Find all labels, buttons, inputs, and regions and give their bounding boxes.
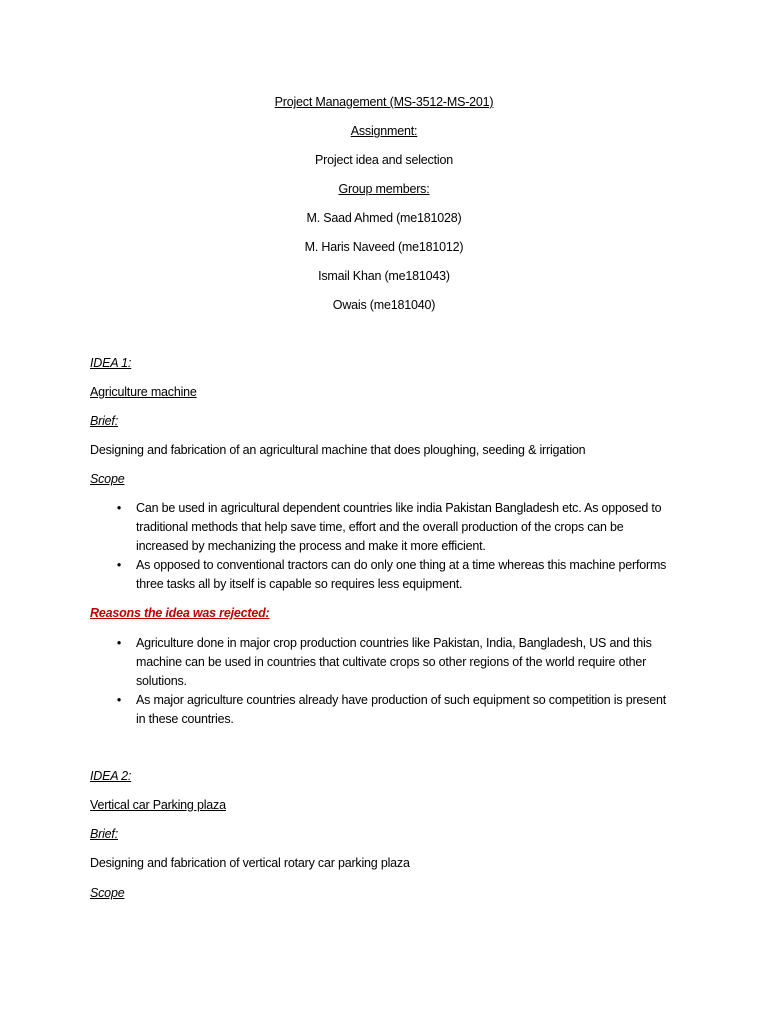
assignment-label: Assignment:	[350, 124, 418, 138]
idea2-heading-row	[90, 767, 131, 786]
member-2: M. Haris Naveed (me181012)	[304, 240, 464, 254]
scope-item-text: As opposed to conventional tractors can do only one thing at a time whereas this machine performs three tasks all by itself is capable so requires less equipment.	[136, 558, 667, 591]
idea1-scope-label: Scope	[90, 472, 125, 486]
idea1-brief-label-row	[90, 412, 118, 431]
list-item	[90, 556, 670, 594]
idea2-scope-label-row	[90, 884, 124, 903]
rejected-item-text: As major agriculture countries already have production of such equipment so competition is present in these countries.	[136, 693, 666, 726]
rejected-item-text: Agriculture done in major crop production countries like Pakistan, India, Bangladesh, US and this machine can be used in countries that cultivate crops so other regions of the world require other solutions.	[136, 636, 652, 688]
group-members-label: Group members:	[338, 182, 430, 196]
idea1-scope-label-row	[90, 470, 124, 489]
bullet-icon: •	[116, 693, 122, 707]
idea1-rejected-label-row	[90, 604, 270, 623]
idea1-name: Agriculture machine	[90, 385, 197, 399]
assignment-label-row	[0, 122, 768, 141]
assignment-value: Project idea and selection	[315, 153, 453, 167]
member-1: M. Saad Ahmed (me181028)	[306, 211, 462, 225]
bullet-icon: •	[116, 636, 122, 650]
list-item	[90, 499, 670, 556]
document-title: Project Management (MS-3512-MS-201)	[274, 95, 494, 109]
idea1-brief-text: Designing and fabrication of an agricultural machine that does ploughing, seeding & irrigation	[90, 443, 586, 457]
list-item	[90, 691, 670, 729]
idea2-name: Vertical car Parking plaza	[90, 798, 226, 812]
member-4: Owais (me181040)	[332, 298, 436, 312]
idea2-brief-text: Designing and fabrication of vertical rotary car parking plaza	[90, 856, 410, 870]
idea1-brief-label: Brief:	[90, 414, 118, 428]
idea1-rejected-list	[90, 634, 670, 729]
list-item	[90, 634, 670, 691]
idea1-name-row	[90, 383, 197, 402]
idea2-heading: IDEA 2:	[90, 769, 132, 783]
scope-item-text: Can be used in agricultural dependent countries like india Pakistan Bangladesh etc. As opposed to traditional methods that help save time, effort and the overall production of the crops can be increased by mechanizing the process and make it more efficient.	[136, 501, 662, 553]
idea2-name-row	[90, 796, 226, 815]
idea2-brief-label: Brief:	[90, 827, 118, 841]
idea1-heading-row	[90, 354, 131, 373]
bullet-icon: •	[116, 501, 122, 515]
idea1-scope-list	[90, 499, 670, 594]
idea1-rejected-label: Reasons the idea was rejected:	[90, 606, 270, 620]
document-title-row	[0, 93, 768, 112]
idea1-heading: IDEA 1:	[90, 356, 132, 370]
group-members-label-row	[0, 180, 768, 199]
idea2-brief-label-row	[90, 825, 118, 844]
member-3: Ismail Khan (me181043)	[318, 269, 450, 283]
idea2-scope-label: Scope	[90, 886, 125, 900]
bullet-icon: •	[116, 558, 122, 572]
